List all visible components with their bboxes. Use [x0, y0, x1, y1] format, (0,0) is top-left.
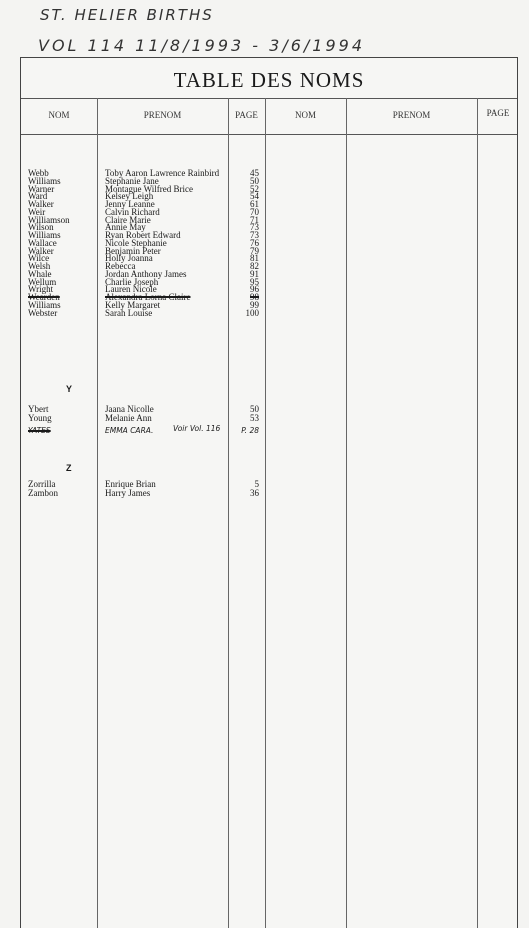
entry-page: 76: [250, 237, 259, 248]
entry-prenom: Jenny Leanne: [105, 199, 155, 209]
entry-page: 36: [250, 488, 259, 498]
entry-page: 71: [250, 214, 259, 225]
entry-prenom: Alexandra Lorna Claire: [105, 292, 191, 302]
entry-prenom: Annie May: [105, 222, 146, 233]
header-page-right: PAGE: [486, 108, 510, 118]
entry-nom: Walker: [28, 199, 54, 209]
entry-page: 73: [250, 230, 259, 240]
entry-nom: Webb: [28, 168, 49, 178]
column-divider: [265, 98, 266, 928]
entry-prenom: Holly Joanna: [105, 253, 153, 264]
entry-nom: Wilce: [28, 253, 50, 264]
entry-prenom: Harry James: [105, 488, 151, 498]
entry-page: 53: [250, 413, 259, 423]
handwritten-volume-dates: VOL 114 11/8/1993 - 3/6/1994: [38, 36, 366, 55]
header-nom-left: NOM: [48, 110, 70, 120]
entry-nom: Welsh: [28, 261, 51, 271]
entry-nom: Williams: [28, 230, 61, 240]
entry-nom: Wilson: [28, 222, 54, 233]
entry-prenom: Benjamin Peter: [105, 245, 161, 256]
header-page-left: PAGE: [235, 110, 258, 120]
register-page: [20, 57, 518, 928]
section-letter-z: Z: [66, 463, 72, 473]
entry-note-handwritten: Voir Vol. 116: [173, 424, 221, 433]
entry-page: 61: [250, 199, 259, 209]
entry-nom: Zorrilla: [28, 479, 56, 489]
entry-page: 54: [250, 191, 259, 202]
entry-nom: Wellum: [28, 276, 57, 287]
header-prenom-right: PRENOM: [392, 110, 431, 120]
entry-page: 50: [250, 404, 259, 414]
entry-page: 95: [250, 276, 259, 287]
entry-nom: Williamson: [28, 214, 70, 225]
entry-nom: Zambon: [28, 488, 58, 498]
entry-prenom: Sarah Louise: [105, 307, 153, 318]
header-rule-top: [21, 98, 517, 99]
entry-prenom: Enrique Brian: [105, 479, 156, 489]
entry-nom: Whale: [28, 268, 52, 279]
entry-prenom: Lauren Nicole: [105, 284, 157, 295]
entry-page: 79: [250, 245, 259, 256]
entry-nom: Webster: [28, 307, 58, 318]
entry-page: 98: [250, 292, 259, 302]
entry-nom: Wright: [28, 284, 54, 295]
handwritten-heading: ST. HELIER BIRTHS: [40, 6, 214, 24]
entry-prenom: Rebecca: [105, 261, 136, 271]
entry-page: 91: [250, 268, 259, 279]
entry-prenom: Calvin Richard: [105, 206, 160, 217]
entry-nom: Williams: [28, 299, 61, 310]
entry-page: 70: [250, 206, 259, 217]
entry-page: 96: [250, 284, 259, 295]
entry-nom: Ybert: [28, 404, 49, 414]
entry-nom: Williams: [28, 175, 61, 186]
entry-prenom: Charlie Joseph: [105, 276, 159, 287]
entry-page: 73: [250, 222, 259, 233]
entry-nom: Warner: [28, 183, 55, 194]
entry-nom: Wallace: [28, 237, 57, 248]
column-divider: [346, 98, 347, 928]
entry-prenom: Jordan Anthony James: [105, 268, 187, 279]
entry-page: 45: [250, 168, 259, 178]
entry-prenom: Claire Marie: [105, 214, 151, 225]
entry-prenom: Montague Wilfred Brice: [105, 183, 193, 194]
entry-prenom: Kelsey Leigh: [105, 191, 154, 202]
entry-prenom: Toby Aaron Lawrence Rainbird: [105, 168, 220, 178]
entry-nom: Young: [28, 413, 52, 423]
header-prenom-left: PRENOM: [143, 110, 182, 120]
section-letter-y: Y: [66, 384, 73, 394]
entry-prenom: Jaana Nicolle: [105, 404, 154, 414]
entry-nom: Ward: [28, 191, 48, 202]
entry-prenom: Stephanie Jane: [105, 175, 159, 186]
header-rule-bottom: [21, 134, 517, 135]
entry-prenom: Ryan Robert Edward: [105, 230, 181, 240]
entry-page: 81: [250, 253, 259, 264]
entry-prenom: Nicole Stephanie: [105, 237, 167, 248]
entry-nom: Weir: [28, 206, 46, 217]
entry-page: 5: [254, 479, 259, 489]
column-divider: [97, 98, 98, 928]
entry-page: 52: [250, 183, 259, 194]
entry-prenom: Kelly Margaret: [105, 299, 161, 310]
entry-page: 82: [250, 261, 259, 271]
header-nom-right: NOM: [294, 110, 316, 120]
entry-prenom: Melanie Ann: [105, 413, 152, 423]
entry-page: 50: [250, 175, 259, 186]
entry-page: 99: [250, 299, 259, 310]
entry-nom-handwritten: YATES: [28, 426, 51, 435]
column-divider: [477, 98, 478, 928]
entry-nom: Wearden: [28, 292, 60, 302]
entry-page: 100: [245, 307, 259, 318]
entry-nom: Walker: [28, 245, 54, 256]
entry-page-handwritten: P. 28: [241, 426, 259, 435]
page-title: TABLE DES NOMS: [173, 68, 365, 92]
entry-prenom-handwritten: EMMA CARA.: [105, 426, 154, 435]
